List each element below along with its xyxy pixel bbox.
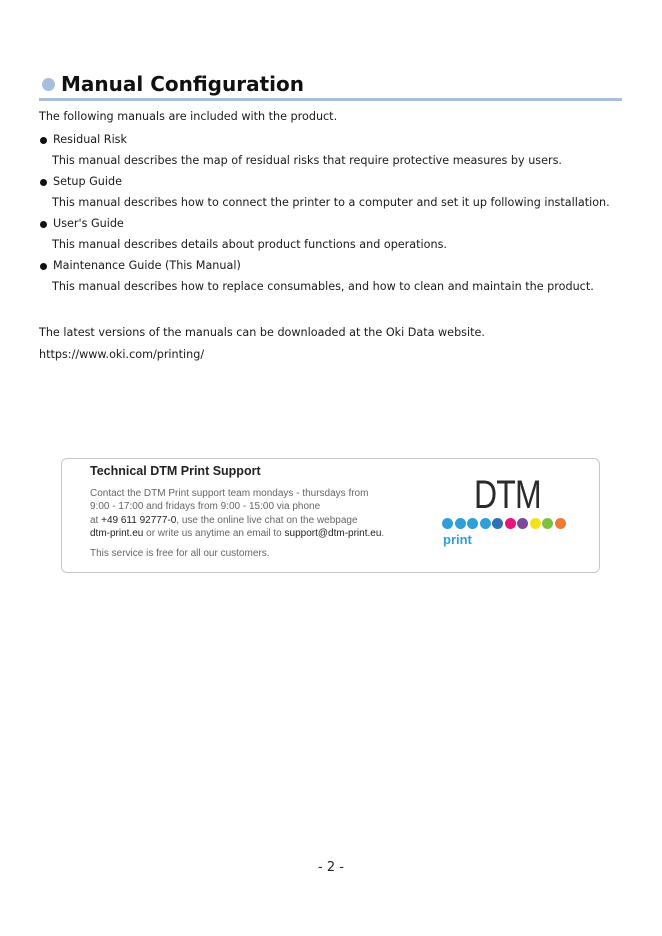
website-link[interactable]: https://www.oki.com/printing/ (39, 348, 205, 361)
dtm-print-logo (442, 475, 557, 550)
support-line: Contact the DTM Print support team mondays - thursdays from (90, 488, 369, 499)
logo-dot (505, 518, 516, 529)
logo-dot (492, 518, 503, 529)
manual-description: This manual describes the map of residual risks that require protective measures by users. (52, 154, 562, 167)
bullet-icon (40, 221, 47, 228)
logo-dot (442, 518, 453, 529)
support-text-segment: or write us anytime an email to (143, 527, 285, 539)
support-text (90, 487, 420, 540)
manual-title: Residual Risk (53, 133, 127, 146)
section-heading (42, 72, 304, 96)
page-number: - 2 - (318, 860, 344, 875)
list-item (39, 259, 639, 294)
support-text-segment: . (381, 527, 385, 539)
support-phone[interactable]: +49 611 92777-0 (101, 514, 177, 526)
logo-color-dots (442, 518, 567, 529)
support-free-note: This service is free for all our customers. (90, 548, 270, 559)
latest-versions-text: The latest versions of the manuals can be downloaded at the Oki Data website. (39, 326, 485, 339)
page-title: Manual Configuration (61, 72, 304, 96)
list-item (39, 133, 639, 168)
logo-dot (555, 518, 566, 529)
manual-description: This manual describes how to connect the printer to a computer and set it up following installation. (52, 196, 610, 209)
bullet-icon (40, 137, 47, 144)
support-title: Technical DTM Print Support (90, 464, 261, 478)
manual-list (39, 133, 639, 301)
logo-dot (530, 518, 541, 529)
logo-wordmark: DTM (474, 473, 541, 517)
manual-title: Maintenance Guide (This Manual) (53, 259, 241, 272)
manual-title: Setup Guide (53, 175, 122, 188)
support-line (90, 527, 420, 540)
support-line: 9:00 - 17:00 and fridays from 9:00 - 15:00 via phone (90, 501, 321, 513)
support-text-segment: , use the online live chat on the webpage (176, 514, 358, 526)
support-box (61, 458, 600, 573)
manual-description: This manual describes details about product functions and operations. (52, 238, 447, 251)
logo-dot (542, 518, 553, 529)
logo-subtitle: print (443, 532, 472, 547)
manual-description: This manual describes how to replace consumables, and how to clean and maintain the product. (52, 280, 594, 293)
list-item (39, 175, 639, 210)
logo-dot (517, 518, 528, 529)
support-text-segment: at (90, 514, 102, 526)
bullet-icon (40, 263, 47, 270)
heading-bullet-icon (42, 78, 55, 91)
intro-text: The following manuals are included with the product. (39, 110, 338, 123)
heading-underline (39, 98, 622, 101)
logo-dot (455, 518, 466, 529)
logo-dot (480, 518, 491, 529)
support-email-link[interactable]: support@dtm-print.eu (284, 527, 382, 539)
support-line (90, 514, 420, 527)
logo-dot (467, 518, 478, 529)
manual-title: User's Guide (53, 217, 124, 230)
list-item (39, 217, 639, 252)
support-website-link[interactable]: dtm-print.eu (90, 527, 144, 539)
bullet-icon (40, 179, 47, 186)
